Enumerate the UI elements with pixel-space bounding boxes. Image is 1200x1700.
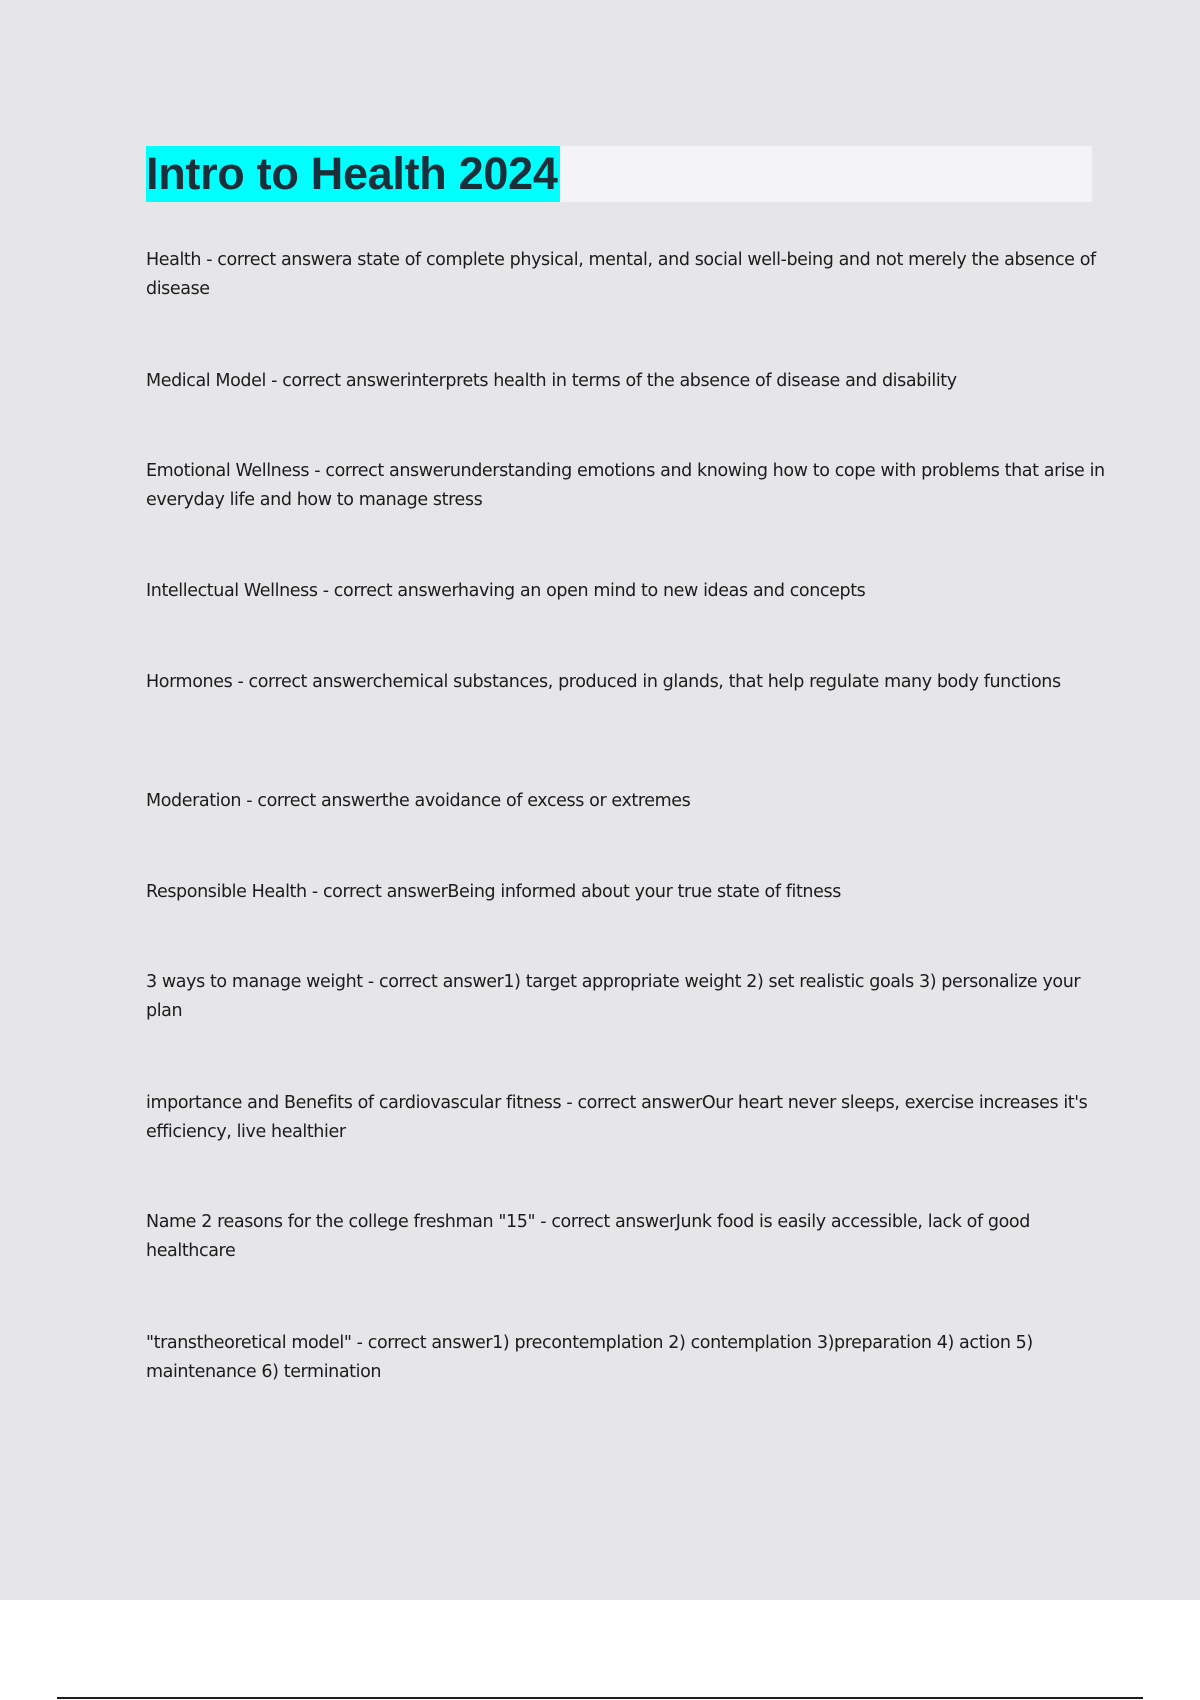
entry-intellectual-wellness: Intellectual Wellness - correct answerhaving an open mind to new ideas and concepts bbox=[146, 581, 866, 601]
entry-health: Health - correct answera state of complete physical, mental, and social well-being and not merely the absence of disease bbox=[146, 250, 1096, 299]
footer-divider bbox=[57, 1697, 1143, 1699]
entry-freshman-15: Name 2 reasons for the college freshman "15" - correct answerJunk food is easily accessible, lack of good healthcare bbox=[146, 1212, 1030, 1261]
entry-medical-model: Medical Model - correct answerinterprets health in terms of the absence of disease and disability bbox=[146, 371, 957, 391]
document-title: Intro to Health 2024 bbox=[146, 146, 560, 202]
entry-cardiovascular-fitness: importance and Benefits of cardiovascular fitness - correct answerOur heart never sleeps, exercise increases it's efficiency, live healthier bbox=[146, 1093, 1088, 1142]
entry-moderation: Moderation - correct answerthe avoidance of excess or extremes bbox=[146, 791, 691, 811]
entry-responsible-health: Responsible Health - correct answerBeing informed about your true state of fitness bbox=[146, 882, 841, 902]
title-bar bbox=[146, 146, 1092, 202]
entry-manage-weight: 3 ways to manage weight - correct answer1) target appropriate weight 2) set realistic goals 3) personalize your plan bbox=[146, 972, 1081, 1021]
entry-hormones: Hormones - correct answerchemical substances, produced in glands, that help regulate many body functions bbox=[146, 672, 1061, 692]
entry-transtheoretical-model: "transtheoretical model" - correct answer1) precontemplation 2) contemplation 3)preparation 4) action 5) maintenance 6) termination bbox=[146, 1333, 1033, 1382]
entry-emotional-wellness: Emotional Wellness - correct answerunderstanding emotions and knowing how to cope with problems that arise in everyday life and how to manage stress bbox=[146, 461, 1105, 510]
